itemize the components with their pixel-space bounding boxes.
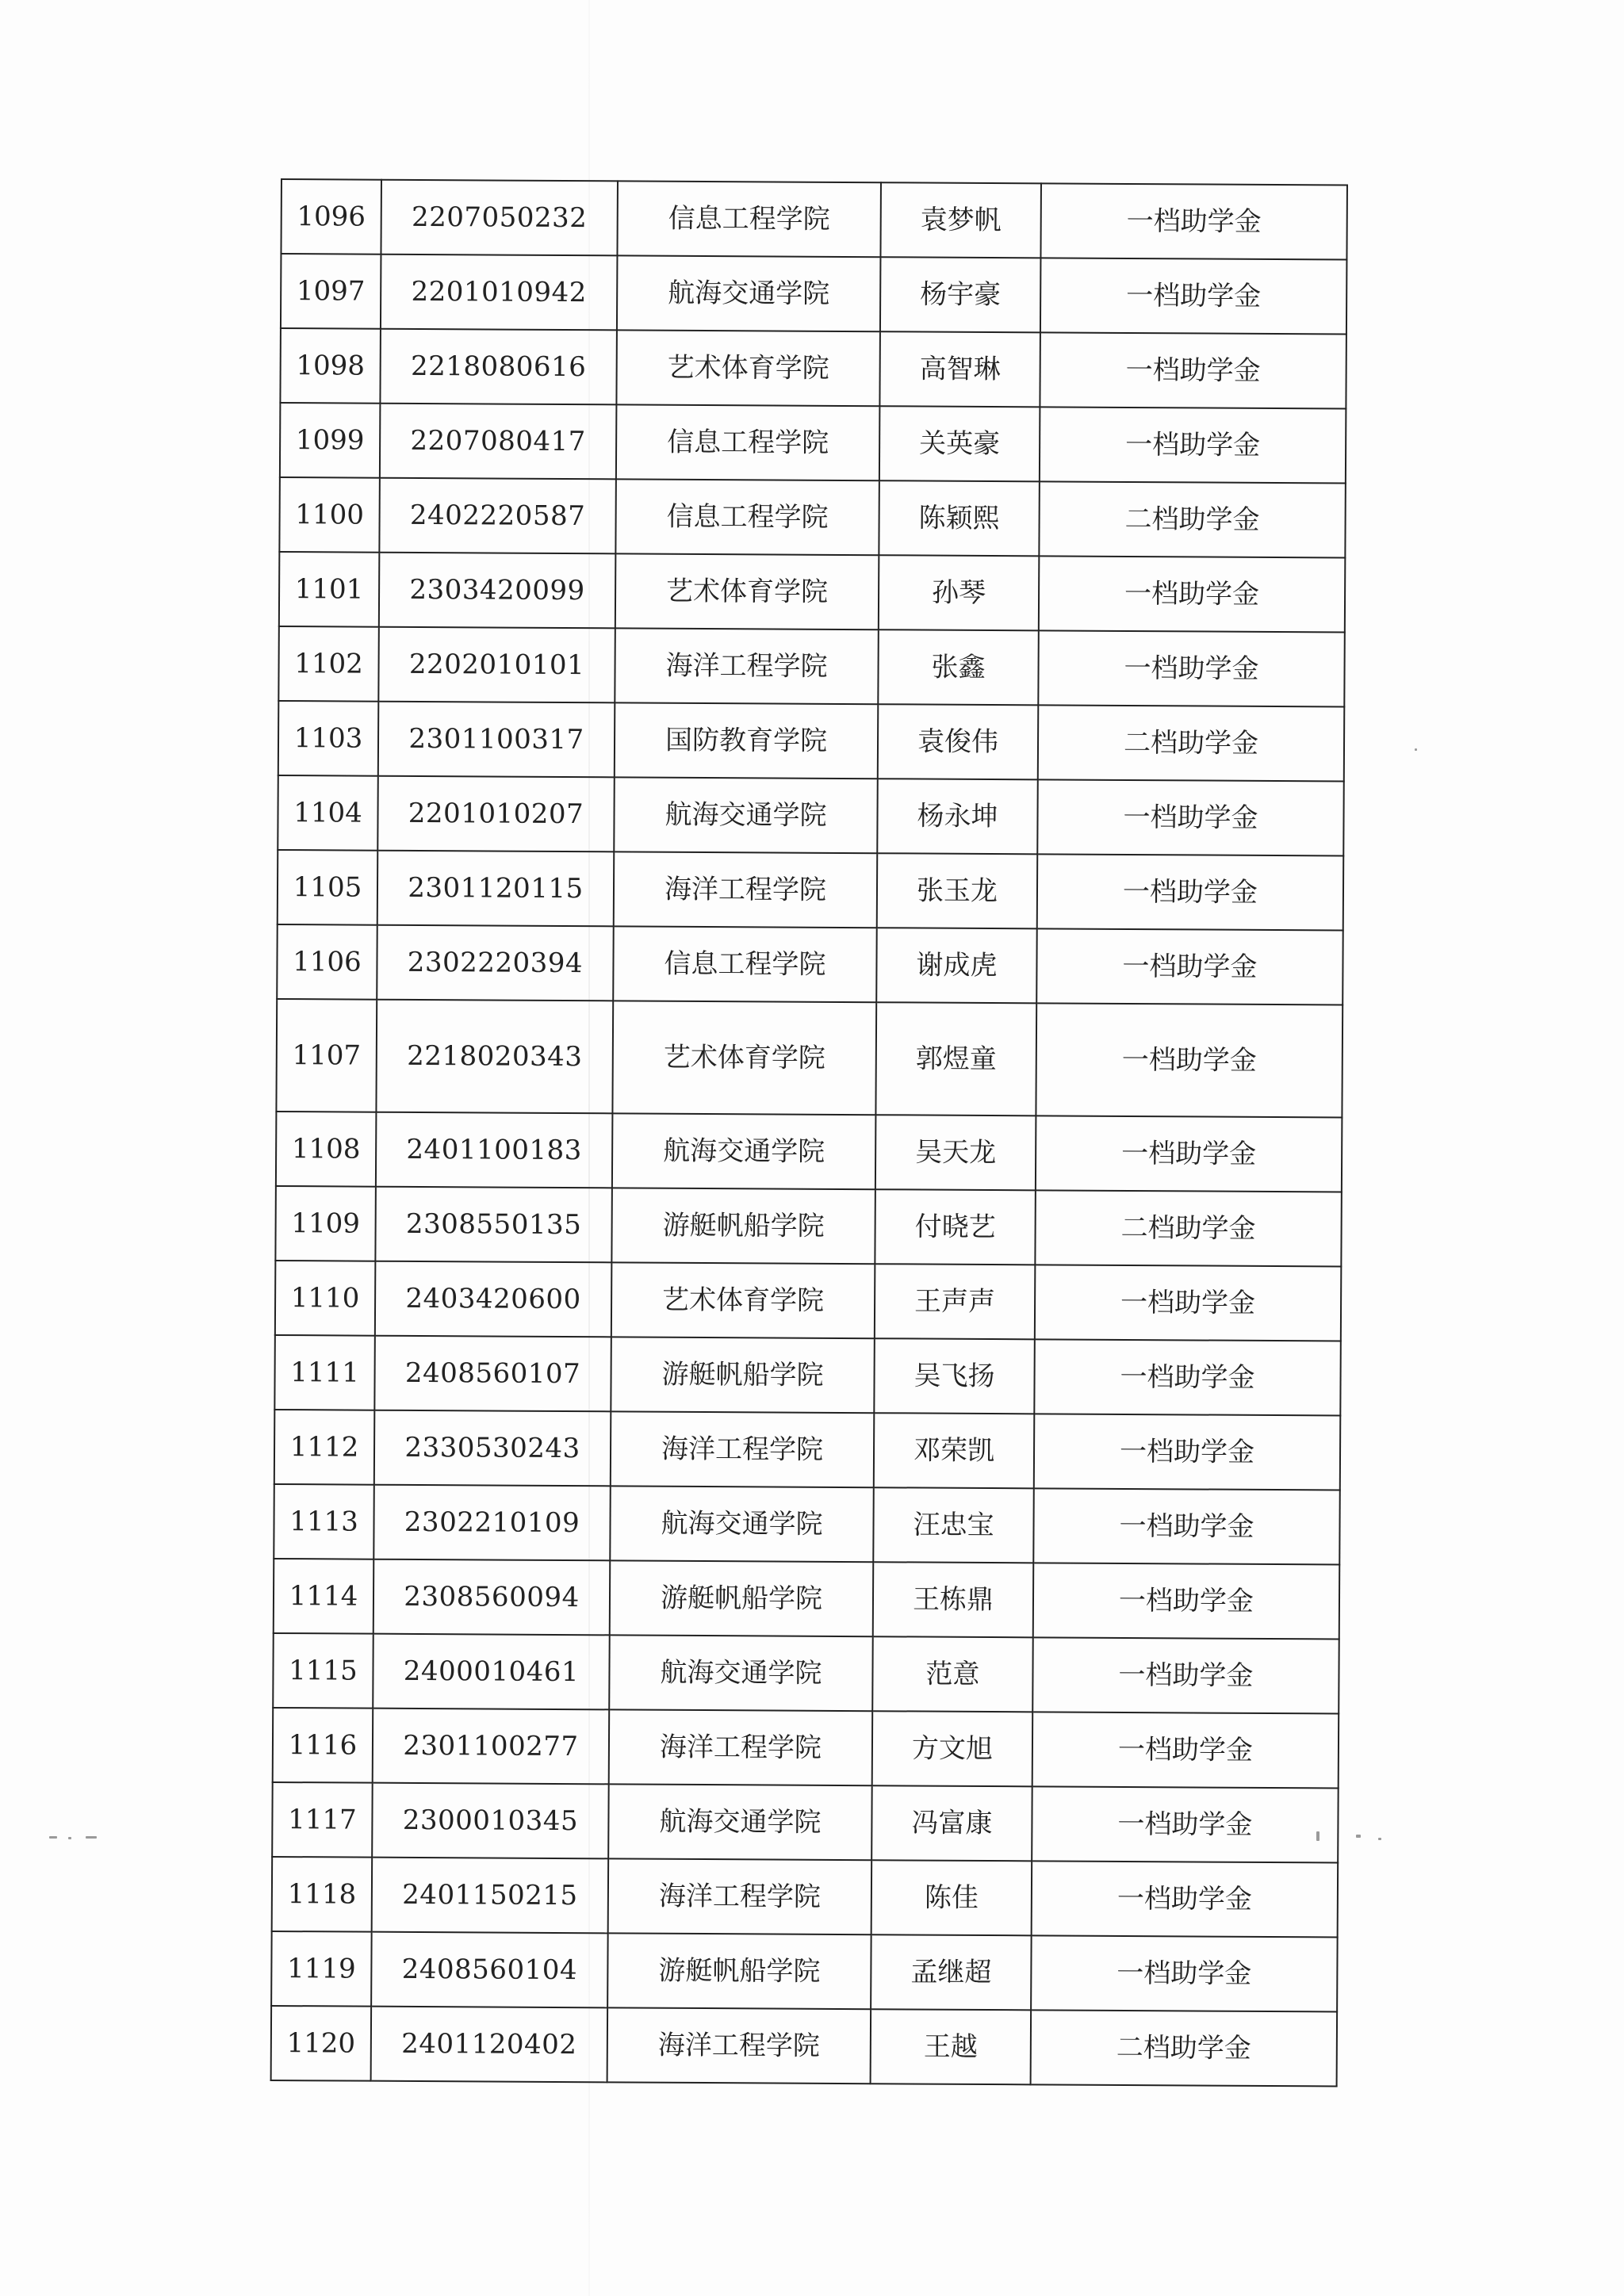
student-name-cell: 张鑫 [878, 629, 1039, 705]
student-id-cell: 2201010942 [381, 254, 618, 331]
table-row [280, 328, 1346, 409]
grant-level-cell: 一档助学金 [1040, 183, 1347, 259]
college-cell: 航海交通学院 [610, 1486, 874, 1562]
grant-level-cell: 一档助学金 [1037, 779, 1344, 855]
table-row [272, 1857, 1339, 1938]
college-cell: 海洋工程学院 [607, 2007, 871, 2084]
student-id-cell: 2218020343 [376, 1000, 613, 1114]
college-cell: 海洋工程学院 [615, 628, 879, 704]
college-cell: 游艇帆船学院 [610, 1560, 874, 1636]
grant-level-cell: 二档助学金 [1031, 2010, 1338, 2086]
student-id-cell: 2301120115 [377, 851, 615, 927]
student-id-cell: 2302210109 [373, 1485, 611, 1561]
row-number-cell: 1114 [274, 1559, 374, 1634]
student-name-cell: 吴天龙 [875, 1115, 1036, 1190]
college-cell: 游艇帆船学院 [607, 1933, 871, 2009]
college-cell: 艺术体育学院 [615, 553, 879, 629]
student-id-cell: 2401120402 [371, 2007, 608, 2083]
row-number-cell: 1117 [272, 1782, 373, 1858]
table-row [279, 477, 1346, 558]
student-name-cell: 孙琴 [879, 555, 1040, 630]
student-name-cell: 杨永坤 [877, 779, 1038, 854]
college-cell: 信息工程学院 [613, 926, 877, 1002]
student-name-cell: 关英豪 [879, 406, 1040, 481]
college-cell: 海洋工程学院 [614, 851, 878, 928]
row-number-cell: 1104 [278, 775, 378, 851]
scan-speck [1415, 748, 1417, 751]
student-id-cell: 2300010345 [372, 1783, 609, 1859]
student-name-cell: 谢成虎 [876, 928, 1037, 1003]
student-name-cell: 冯富康 [871, 1785, 1032, 1861]
student-id-cell: 2408560104 [371, 1932, 608, 2008]
grant-level-cell: 一档助学金 [1034, 1414, 1341, 1490]
row-number-cell: 1096 [281, 179, 381, 254]
college-cell: 艺术体育学院 [611, 1262, 875, 1338]
student-name-cell: 袁梦帆 [880, 182, 1041, 258]
college-cell: 航海交通学院 [609, 1635, 873, 1711]
table-row [273, 1708, 1339, 1789]
college-cell: 海洋工程学院 [608, 1858, 872, 1934]
college-cell: 游艇帆船学院 [611, 1337, 875, 1413]
student-id-cell: 2303420099 [379, 553, 616, 629]
student-name-cell: 王栋鼎 [873, 1562, 1034, 1637]
student-id-cell: 2301100277 [373, 1709, 610, 1785]
student-name-cell: 范意 [872, 1636, 1033, 1712]
student-id-cell: 2301100317 [378, 702, 615, 778]
student-name-cell: 陈佳 [871, 1860, 1032, 1935]
college-cell: 航海交通学院 [614, 777, 878, 853]
grant-level-cell: 一档助学金 [1040, 258, 1347, 334]
scan-speck [1378, 1838, 1381, 1840]
grant-level-cell: 一档助学金 [1037, 854, 1344, 930]
grant-level-cell: 一档助学金 [1036, 1003, 1342, 1117]
table-row [276, 1112, 1342, 1192]
college-cell: 海洋工程学院 [611, 1411, 875, 1487]
student-name-cell: 吴飞扬 [874, 1338, 1035, 1414]
student-name-cell: 方文旭 [872, 1711, 1033, 1786]
student-id-cell: 2408560107 [374, 1336, 611, 1412]
student-name-cell: 付晓艺 [875, 1189, 1036, 1265]
student-id-cell: 2302220394 [377, 925, 614, 1001]
student-name-cell: 张玉龙 [877, 853, 1038, 928]
grant-level-cell: 一档助学金 [1038, 630, 1345, 706]
student-id-cell: 2400010461 [373, 1634, 610, 1710]
grant-level-cell: 二档助学金 [1038, 705, 1345, 781]
row-number-cell: 1118 [272, 1857, 373, 1932]
grant-level-cell: 一档助学金 [1033, 1488, 1340, 1564]
table-row [272, 1782, 1339, 1863]
grant-level-cell: 一档助学金 [1040, 332, 1346, 408]
row-number-cell: 1116 [273, 1708, 373, 1783]
student-id-cell: 2207050232 [381, 180, 618, 256]
grant-level-cell: 一档助学金 [1032, 1637, 1339, 1713]
row-number-cell: 1113 [274, 1484, 374, 1559]
table-row [274, 1410, 1341, 1490]
college-cell: 航海交通学院 [617, 255, 881, 331]
row-number-cell: 1115 [273, 1633, 373, 1709]
row-number-cell: 1111 [274, 1335, 375, 1410]
table-row [275, 1186, 1342, 1267]
student-id-cell: 2401100183 [376, 1112, 613, 1188]
student-name-cell: 王越 [871, 2009, 1032, 2084]
student-name-cell: 杨宇豪 [880, 257, 1041, 332]
row-number-cell: 1119 [271, 1931, 372, 2007]
student-id-cell: 2403420600 [375, 1261, 612, 1337]
row-number-cell: 1120 [271, 2006, 372, 2081]
table-row [280, 403, 1346, 484]
scan-speck [1356, 1835, 1361, 1838]
table-row [271, 1931, 1338, 2012]
table-row [277, 924, 1343, 1005]
grant-level-cell: 一档助学金 [1040, 407, 1346, 483]
college-cell: 海洋工程学院 [609, 1709, 873, 1785]
row-number-cell: 1106 [277, 924, 377, 1000]
row-number-cell: 1108 [276, 1112, 377, 1187]
table-row [271, 2006, 1338, 2087]
student-id-cell: 2308550135 [375, 1187, 612, 1263]
student-name-cell: 郭煜童 [875, 1002, 1036, 1115]
grant-level-cell: 一档助学金 [1033, 1563, 1340, 1639]
scan-speck [49, 1836, 57, 1839]
table-row [274, 1335, 1341, 1416]
row-number-cell: 1100 [279, 477, 380, 553]
college-cell: 信息工程学院 [616, 404, 880, 480]
table-row [281, 254, 1347, 335]
grant-level-cell: 一档助学金 [1039, 556, 1346, 632]
table-row [273, 1633, 1339, 1714]
grant-level-cell: 一档助学金 [1032, 1861, 1339, 1937]
table-row [278, 701, 1345, 782]
student-name-cell: 邓荣凯 [874, 1413, 1035, 1488]
grant-level-cell: 一档助学金 [1035, 1265, 1342, 1341]
row-number-cell: 1103 [278, 701, 379, 776]
grant-level-cell: 一档助学金 [1036, 1115, 1342, 1192]
grant-level-cell: 一档助学金 [1032, 1712, 1339, 1788]
student-name-cell: 袁俊伟 [878, 704, 1039, 779]
scan-speck [1316, 1831, 1320, 1841]
table-row [278, 626, 1345, 707]
student-id-cell: 2218080616 [380, 329, 617, 405]
student-id-cell: 2330530243 [374, 1410, 611, 1487]
row-number-cell: 1102 [278, 626, 379, 702]
row-number-cell: 1099 [280, 403, 381, 478]
college-cell: 游艇帆船学院 [611, 1188, 875, 1264]
row-number-cell: 1107 [276, 999, 377, 1112]
table-row [278, 775, 1344, 856]
college-cell: 航海交通学院 [612, 1113, 876, 1189]
student-id-cell: 2201010207 [377, 776, 615, 852]
table-row [274, 1484, 1340, 1565]
student-id-cell: 2401150215 [372, 1858, 609, 1934]
row-number-cell: 1109 [275, 1186, 376, 1261]
roster-table-body [271, 179, 1347, 2086]
row-number-cell: 1112 [274, 1410, 375, 1485]
table-row [279, 552, 1346, 633]
student-name-cell: 王声声 [875, 1264, 1036, 1339]
college-cell: 国防教育学院 [615, 702, 879, 779]
student-id-cell: 2207080417 [380, 404, 617, 480]
college-cell: 信息工程学院 [615, 479, 879, 555]
grant-level-cell: 一档助学金 [1036, 928, 1343, 1004]
grant-level-cell: 一档助学金 [1032, 1786, 1339, 1862]
table-row [281, 179, 1347, 260]
row-number-cell: 1098 [280, 328, 381, 404]
student-id-cell: 2402220587 [379, 478, 616, 554]
student-id-cell: 2202010101 [378, 627, 615, 703]
student-name-cell: 陈颖熙 [879, 480, 1040, 556]
table-row [275, 1261, 1342, 1341]
table-row [278, 850, 1344, 931]
student-name-cell: 汪忠宝 [873, 1487, 1034, 1563]
grant-level-cell: 二档助学金 [1035, 1190, 1342, 1266]
grant-level-cell: 一档助学金 [1034, 1339, 1341, 1415]
row-number-cell: 1105 [278, 850, 378, 925]
college-cell: 航海交通学院 [608, 1784, 872, 1860]
student-name-cell: 孟继超 [871, 1934, 1032, 2010]
table-row [276, 999, 1342, 1118]
college-cell: 信息工程学院 [617, 181, 881, 257]
grant-level-cell: 一档助学金 [1031, 1935, 1338, 2011]
table-row [274, 1559, 1340, 1640]
college-cell: 艺术体育学院 [616, 330, 880, 406]
scan-speck [68, 1837, 71, 1839]
roster-table-wrapper [270, 178, 1339, 2087]
grant-level-cell: 二档助学金 [1039, 481, 1346, 557]
grant-roster-table [270, 178, 1348, 2087]
row-number-cell: 1110 [275, 1261, 376, 1336]
student-id-cell: 2308560094 [373, 1559, 611, 1636]
student-name-cell: 高智琳 [879, 331, 1040, 407]
scan-speck [86, 1836, 97, 1839]
college-cell: 艺术体育学院 [612, 1001, 876, 1115]
row-number-cell: 1097 [281, 254, 381, 329]
row-number-cell: 1101 [279, 552, 380, 627]
